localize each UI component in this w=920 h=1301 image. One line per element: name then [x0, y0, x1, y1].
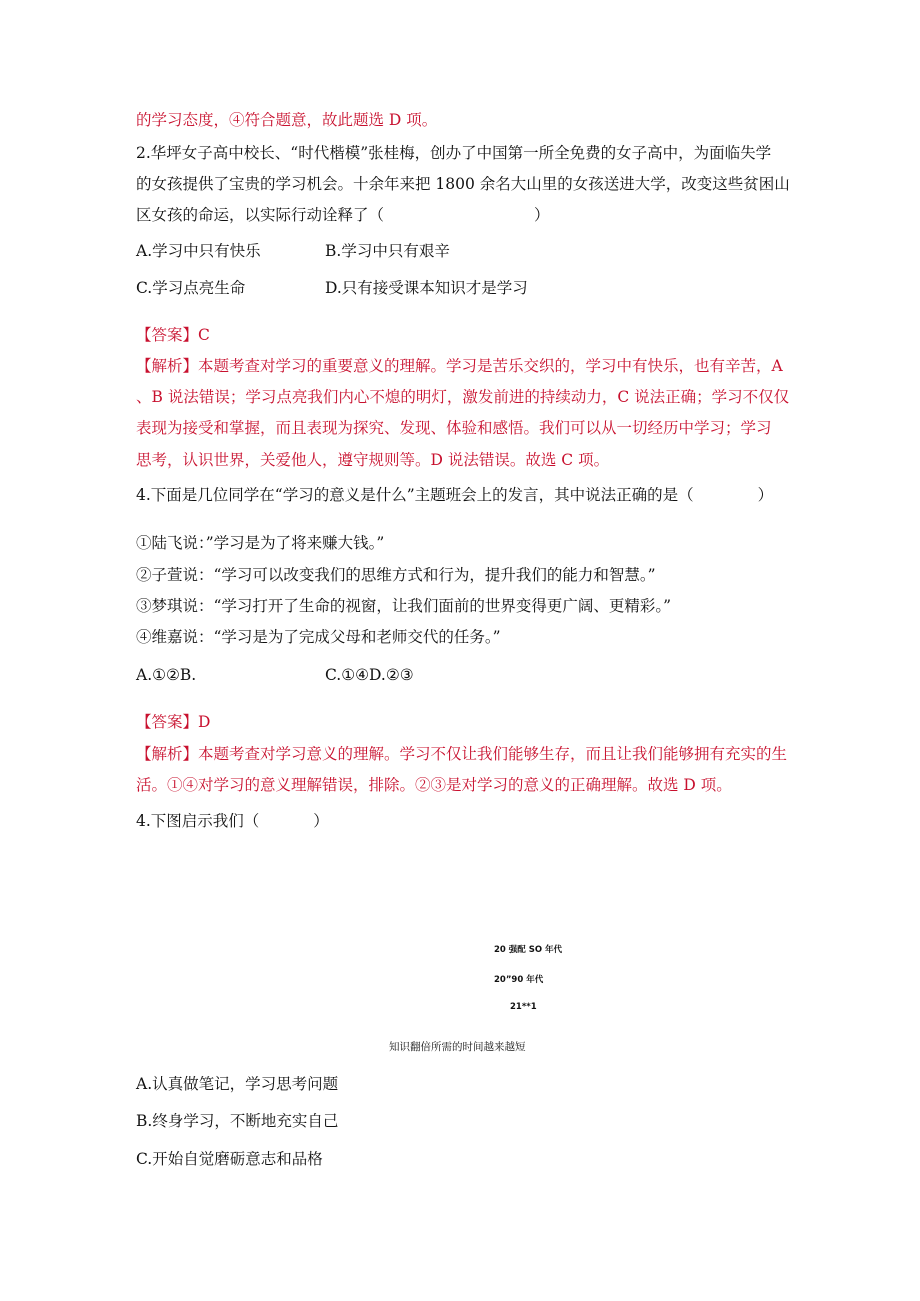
previous-analysis-tail: 的学习态度，④符合题意，故此题选 D 项。 [136, 111, 438, 129]
figure-label-2: 20”90 年代 [494, 975, 544, 985]
q4a-statement-3: ③梦琪说：“学习打开了生命的视窗，让我们面前的世界变得更广阔、更精彩。” [136, 597, 672, 615]
q4a-analysis-line-1: 【解析】本题考查对学习意义的理解。学习不仅让我们能够生存，而且让我们能够拥有充实的生 [136, 745, 788, 763]
q2-analysis-line-4: 思考，认识世界，关爱他人，遵守规则等。D 说法错误。故选 C 项。 [136, 451, 610, 469]
figure-label-3: 21**1 [510, 1002, 537, 1012]
q2-stem-line-3 [136, 205, 550, 225]
q4b-stem-text: 4.下图启示我们（ [136, 812, 260, 830]
q4a-stem-text: 4.下面是几位同学在“学习的意义是什么”主题班会上的发言，其中说法正确的是（ [136, 486, 694, 504]
q4a-statement-2: ②子萱说：“学习可以改变我们的思维方式和行为，提升我们的能力和智慧。” [136, 566, 656, 584]
q4a-answer: 【答案】D [136, 713, 211, 731]
q2-option-b: B.学习中只有艰辛 [325, 242, 450, 260]
q4b-stem [136, 811, 329, 831]
q2-answer: 【答案】C [136, 326, 210, 344]
q4a-analysis-line-2: 活。①④对学习的意义理解错误，排除。②③是对学习的意义的正确理解。故选 D 项。 [136, 776, 732, 794]
q2-stem-line-1: 2.华坪女子高中校长、“时代楷模”张桂梅，创办了中国第一所全免费的女子高中，为面临失学 [136, 144, 772, 162]
q2-analysis-line-1: 【解析】本题考查对学习的重要意义的理解。学习是苦乐交织的，学习中有快乐，也有辛苦，A [136, 357, 783, 375]
figure-caption: 知识翻倍所需的时间越来越短 [389, 1041, 526, 1053]
q2-option-a: A.学习中只有快乐 [136, 242, 261, 260]
q2-stem-line-2: 的女孩提供了宝贵的学习机会。十余年来把 1800 余名大山里的女孩送进大学，改变这些贫困山 [136, 175, 790, 193]
close-paren: ） [757, 486, 774, 504]
q4b-option-b: B.终身学习，不断地充实自己 [136, 1112, 339, 1130]
q4a-option-cd: C.①④D.②③ [325, 666, 414, 684]
q2-stem-text: 区女孩的命运，以实际行动诠释了（ [136, 206, 385, 224]
q2-analysis-line-2: 、B 说法错误；学习点亮我们内心不熄的明灯，激发前进的持续动力，C 说法正确；学习不仅仅 [136, 388, 790, 406]
q2-analysis-line-3: 表现为接受和掌握，而且表现为探究、发现、体验和感悟。我们可以从一切经历中学习；学习 [136, 419, 772, 437]
q4a-statement-4: ④维嘉说：“学习是为了完成父母和老师交代的任务。” [136, 628, 501, 646]
figure-label-1: 20 强配 SO 年代 [494, 945, 563, 955]
q2-option-d: D.只有接受课本知识才是学习 [325, 279, 528, 297]
q4a-option-ab: A.①②B. [136, 666, 197, 684]
close-paren: ） [313, 812, 329, 830]
q4b-option-c: C.开始自觉磨砺意志和品格 [136, 1150, 323, 1168]
q4a-stem [136, 485, 773, 505]
q2-option-c: C.学习点亮生命 [136, 279, 246, 297]
q4a-statement-1: ①陆飞说：”学习是为了将来赚大钱。” [136, 534, 385, 552]
q4b-option-a: A.认真做笔记，学习思考问题 [136, 1075, 339, 1093]
close-paren: ） [534, 206, 550, 224]
